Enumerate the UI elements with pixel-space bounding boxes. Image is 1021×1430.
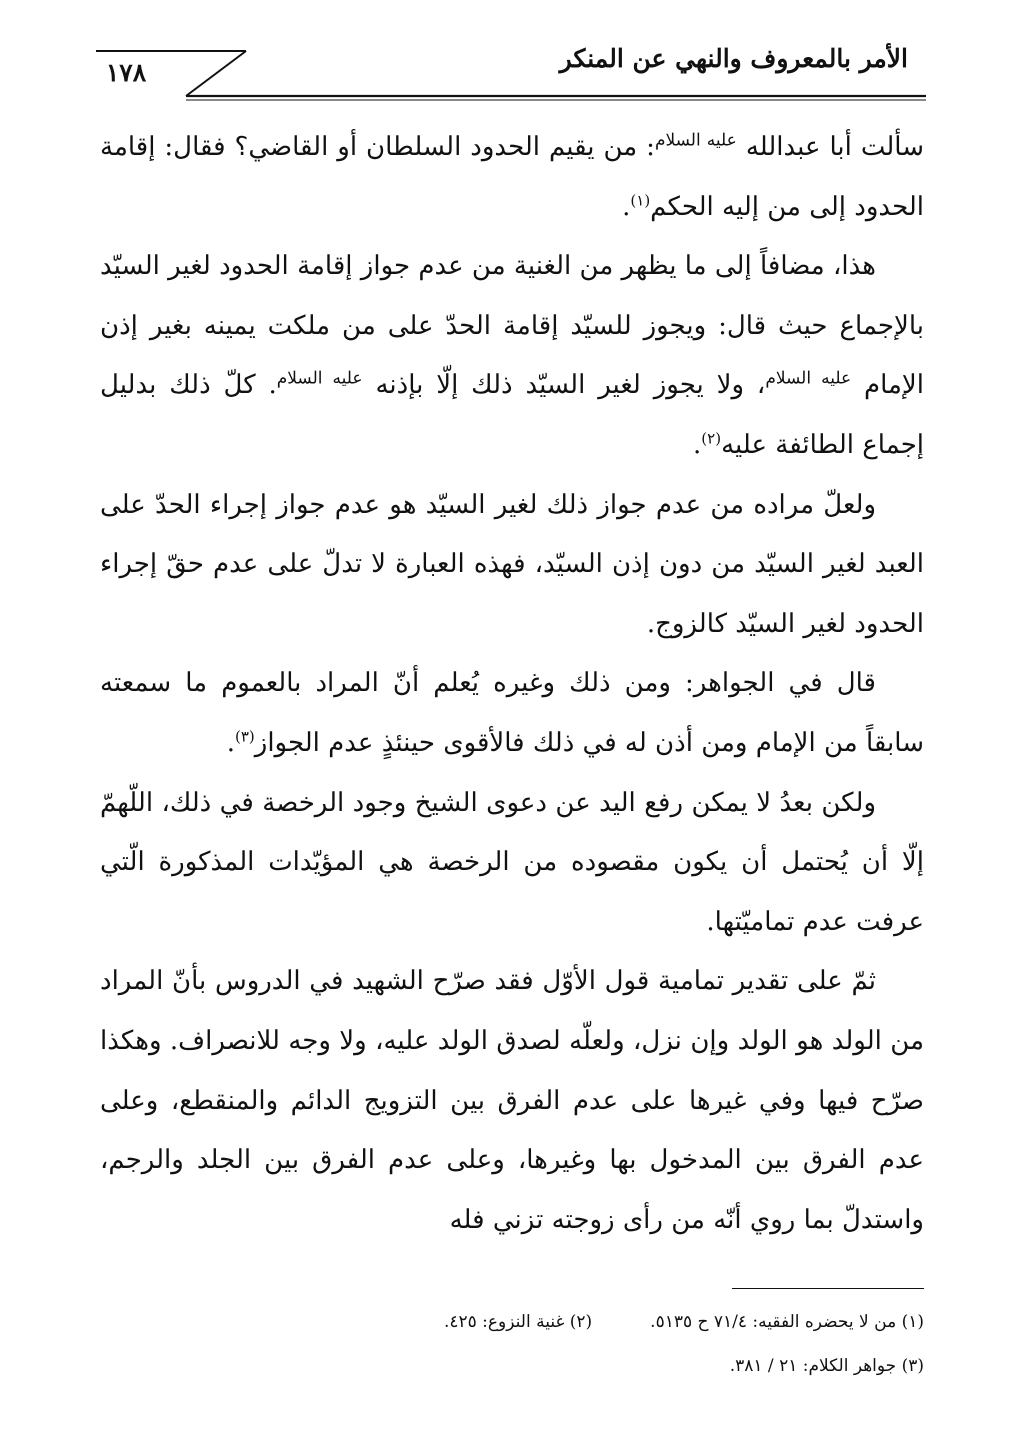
- paragraph-6: ثمّ على تقدير تمامية قول الأوّل فقد صرّح الشهيد في الدروس بأنّ المراد من الولد هو الولد وإن نزل، ولعلّه لصدق الولد عليه، ولا وجه للانصراف. وهكذا صرّح فيها وفي غيرها على عدم الفرق بين التزويج الدائم والمنقطع، وعلى عدم الفرق بين المدخول بها وغيرها، وعلى عدم الفرق بين الجلد والرجم، واستدلّ بما روي أنّه من رأى زوجته تزني فله: [100, 966, 924, 1235]
- paragraph-1: [100, 118, 924, 237]
- main-text: [100, 118, 924, 1250]
- footnote-gap: [592, 1300, 650, 1344]
- footnote-1: (١) من لا يحضره الفقيه: ٧١/٤ ح ٥١٣٥.: [650, 1312, 924, 1332]
- p1-text-3: .: [622, 191, 631, 222]
- footnote-2: (٢) غنية النزوع: ٤٢٥.: [443, 1312, 593, 1332]
- p4-text-2: .: [226, 727, 235, 758]
- footnote-3: (٣) جواهر الكلام: ٢١ / ٣٨١.: [729, 1356, 924, 1376]
- p1-honorific-1: عليه السلام: [654, 130, 737, 151]
- p1-text-2: : من يقيم الحدود السلطان أو القاضي؟ فقال: إقامة الحدود إلى من إليه الحكم: [100, 132, 924, 222]
- paragraph-3: ولعلّ مراده من عدم جواز ذلك لغير السيّد هو عدم جواز إجراء الحدّ على العبد لغير السيّد من دون إذن السيّد، فهذه العبارة لا تدلّ على عدم حقّ إجراء الحدود لغير السيّد كالزوج.: [100, 489, 924, 639]
- footnotes: [300, 1300, 924, 1388]
- footnote-ref-2: (٢): [701, 429, 722, 448]
- footnote-separator: [732, 1288, 924, 1289]
- running-title: الأمر بالمعروف والنهي عن المنكر: [559, 44, 908, 73]
- footnote-ref-3: (٣): [234, 727, 255, 746]
- p2-text-1: هذا، مضافاً إلى ما يظهر من الغنية من عدم جواز إقامة الحدود لغير السيّد بالإجماع حيث قال: ويجوز للسيّد إقامة الحدّ على من ملكت يمينه بغير إذن الإمام: [100, 251, 924, 401]
- p2-honorific-2: عليه السلام: [276, 368, 363, 389]
- p2-text-3: . كلّ ذلك بدليل إجماع الطائفة عليه: [100, 370, 924, 460]
- p2-text-2: ، ولا يجوز لغير السيّد ذلك إلّا بإذنه: [375, 370, 766, 401]
- paragraph-4: [100, 654, 924, 773]
- paragraph-5: ولكن بعدُ لا يمكن رفع اليد عن دعوى الشيخ وجود الرخصة في ذلك، اللّهمّ إلّا أن يُحتمل أن يكون مقصوده من الرخصة هي المؤيّدات المذكورة الّتي عرفت عدم تماميّتها.: [100, 787, 924, 937]
- page-number: ١٧٨: [105, 58, 147, 87]
- p2-honorific-1: عليه السلام: [765, 368, 852, 389]
- footnote-ref-1: (١): [630, 190, 651, 209]
- p4-text-1: قال في الجواهر: ومن ذلك وغيره يُعلم أنّ المراد بالعموم ما سمعته سابقاً من الإمام ومن أذن له في ذلك فالأقوى حينئذٍ عدم الجواز: [100, 668, 924, 758]
- p1-text-1: سألت أبا عبدالله: [745, 132, 924, 162]
- paragraph-2: [100, 237, 924, 475]
- p2-text-4: .: [693, 429, 702, 460]
- running-header: [96, 40, 926, 104]
- footnote-row-2: [300, 1344, 924, 1388]
- footnote-row-1: [300, 1300, 924, 1344]
